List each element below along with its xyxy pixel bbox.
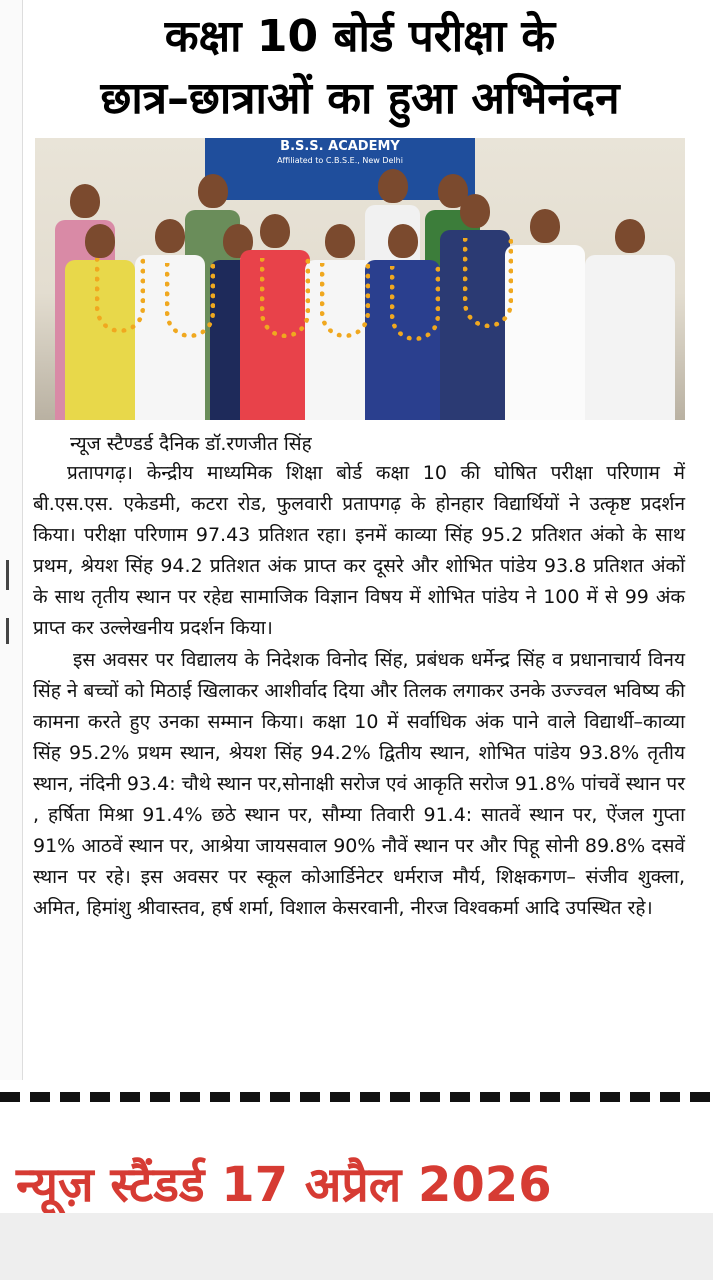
article-body [33, 458, 685, 924]
publication-date-caption: न्यूज़ स्टैंडर्ड 17 अप्रैल 2026 [16, 1157, 552, 1213]
banner-subtitle: Affiliated to C.B.S.E., New Delhi [277, 156, 403, 165]
article-paragraph: इस अवसर पर विद्यालय के निदेशक विनोद सिंह, प्रबंधक धर्मेन्द्र सिंह व प्रधानाचार्य विनय सिंह ने बच्चों को मिठाई खिलाकर आशीर्वाद दिया और तिलक लगाकर उनके उज्ज्वल भविष्य की कामना करते हुए उनका सम्मान किया। कक्षा 10 में सर्वाधिक अंक पाने वाले विद्यार्थी–काव्या सिंह 95.2% प्रथम स्थान, श्रेयश सिंह 94.2% द्वितीय स्थान, शोभित पांडेय 93.8% तृतीय स्थान, नंदिनी 93.4: चौथे स्थान पर,सोनाक्षी सरोज एवं आकृति सरोज 91.8% पांचवें स्थान पर , हर्षिता मिश्रा 91.4% छठे स्थान पर, सौम्या तिवारी 91.4: सातवें स्थान पर, ऐंजल गुप्ता 91% आठवें स्थान पर, आश्रेया जायसवाल 90% नौवें स्थान पर और पिहू सोनी 89.8% दसवें स्थान पर रहे। इस अवसर पर स्कूल कोआर्डिनेटर धर्मराज मौर्य, शिक्षकगण– संजीव शुक्ला, अमित, हिमांशु श्रीवास्तव, हर्ष शर्मा, विशाल केसरवानी, नीरज विश्वकर्मा आदि उपस्थित रहे। [33, 648, 686, 920]
headline-line-2: छात्र–छात्राओं का हुआ अभिनंदन [100, 73, 620, 124]
news-photo [35, 138, 685, 420]
dashed-divider [0, 1092, 713, 1102]
person-figure [585, 219, 675, 420]
bottom-bar [0, 1213, 713, 1280]
headline [30, 6, 690, 130]
headline-line-1: कक्षा 10 बोर्ड परीक्षा के [164, 11, 556, 62]
byline: न्यूज स्टैण्डर्ड दैनिक डॉ.रणजीत सिंह [70, 433, 312, 455]
person-figure [505, 209, 585, 420]
banner-title: B.S.S. ACADEMY [280, 139, 400, 154]
adjacent-column-edge [0, 0, 23, 1080]
article-paragraph: प्रतापगढ़। केन्द्रीय माध्यमिक शिक्षा बोर्ड कक्षा 10 की घोषित परीक्षा परिणाम में बी.एस.एस. एकेडमी, कटरा रोड, फुलवारी प्रतापगढ़ के होनहार विद्यार्थियों ने उत्कृष्ट प्रदर्शन किया। परीक्षा परिणाम 97.43 प्रतिशत रहा। इनमें काव्या सिंह 95.2 प्रतिशत अंको के साथ प्रथम, श्रेयश सिंह 94.2 प्रतिशत अंक प्राप्त कर दूसरे और शोभित पांडेय 93.8 प्रतिशत अंकों के साथ तृतीय स्थान पर रहेद्य सामाजिक विज्ञान विषय में शोभित पांडेय ने 100 में से 99 अंक प्राप्त कर उल्लेखनीय प्रदर्शन किया। [33, 462, 685, 640]
